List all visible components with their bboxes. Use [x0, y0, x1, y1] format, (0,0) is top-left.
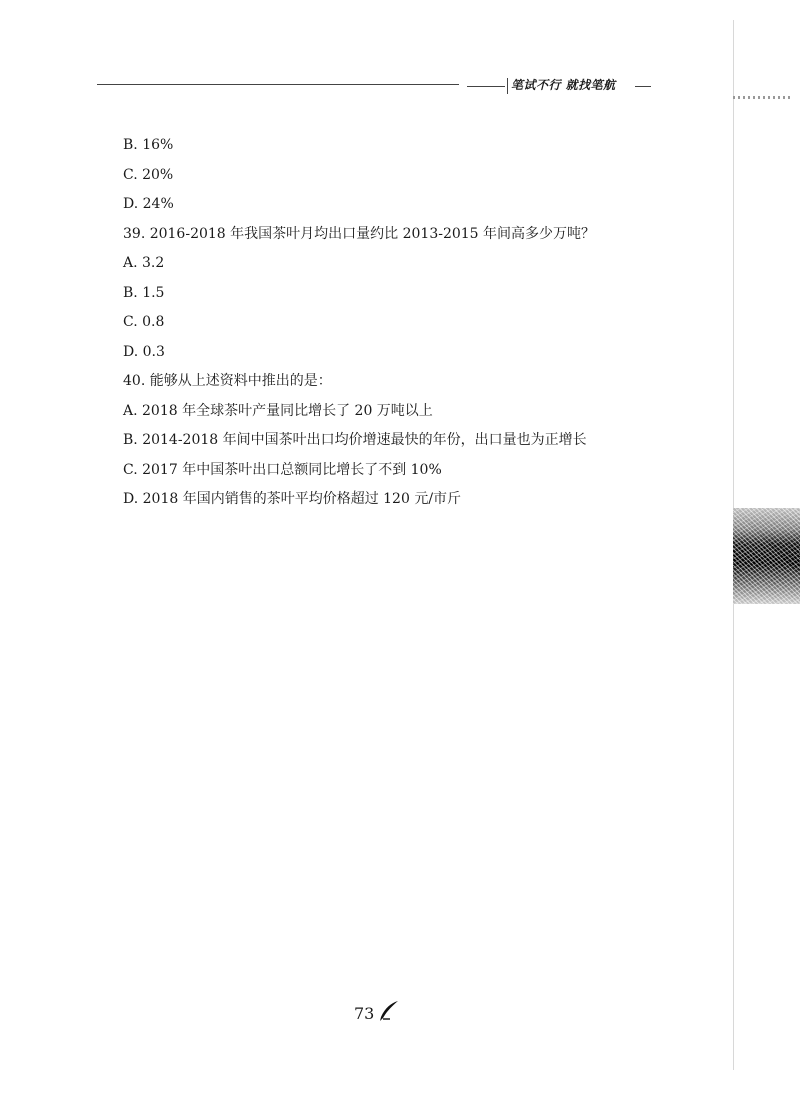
- question-content: [123, 136, 683, 520]
- option-c-prev: C. 20%: [123, 166, 174, 183]
- question-40: 40. 能够从上述资料中推出的是：: [123, 373, 332, 389]
- option-b-prev: B. 16%: [123, 137, 174, 153]
- quill-pen-icon: [378, 1000, 400, 1022]
- page-number: 73: [354, 1004, 375, 1023]
- header-slogan: 笔试不行 就找笔航: [511, 78, 616, 92]
- q39-option-b: B. 1.5: [123, 284, 165, 301]
- q40-option-b: B. 2014-2018 年间中国茶叶出口均价增速最快的年份，出口量也为正增长: [123, 432, 587, 448]
- header-rule-tail: [635, 86, 651, 87]
- option-d-prev: D. 24%: [123, 196, 174, 212]
- q39-option-c: C. 0.8: [123, 314, 165, 330]
- header-divider-tick: [507, 78, 508, 94]
- edge-dots: [733, 96, 793, 99]
- header-rule-short: [467, 86, 505, 87]
- question-39: 39. 2016-2018 年我国茶叶月均出口量约比 2013-2015 年间高多少万吨？: [123, 225, 596, 242]
- q40-option-c: C. 2017 年中国茶叶出口总额同比增长了不到 10%: [123, 461, 442, 478]
- header-rule: [97, 84, 459, 85]
- q40-option-a: A. 2018 年全球茶叶产量同比增长了 20 万吨以上: [123, 402, 433, 419]
- q39-option-a: A. 3.2: [123, 255, 165, 271]
- scan-shadow-band: [733, 508, 800, 604]
- q40-option-d: D. 2018 年国内销售的茶叶平均价格超过 120 元/市斤: [123, 491, 462, 507]
- q39-option-d: D. 0.3: [123, 343, 165, 360]
